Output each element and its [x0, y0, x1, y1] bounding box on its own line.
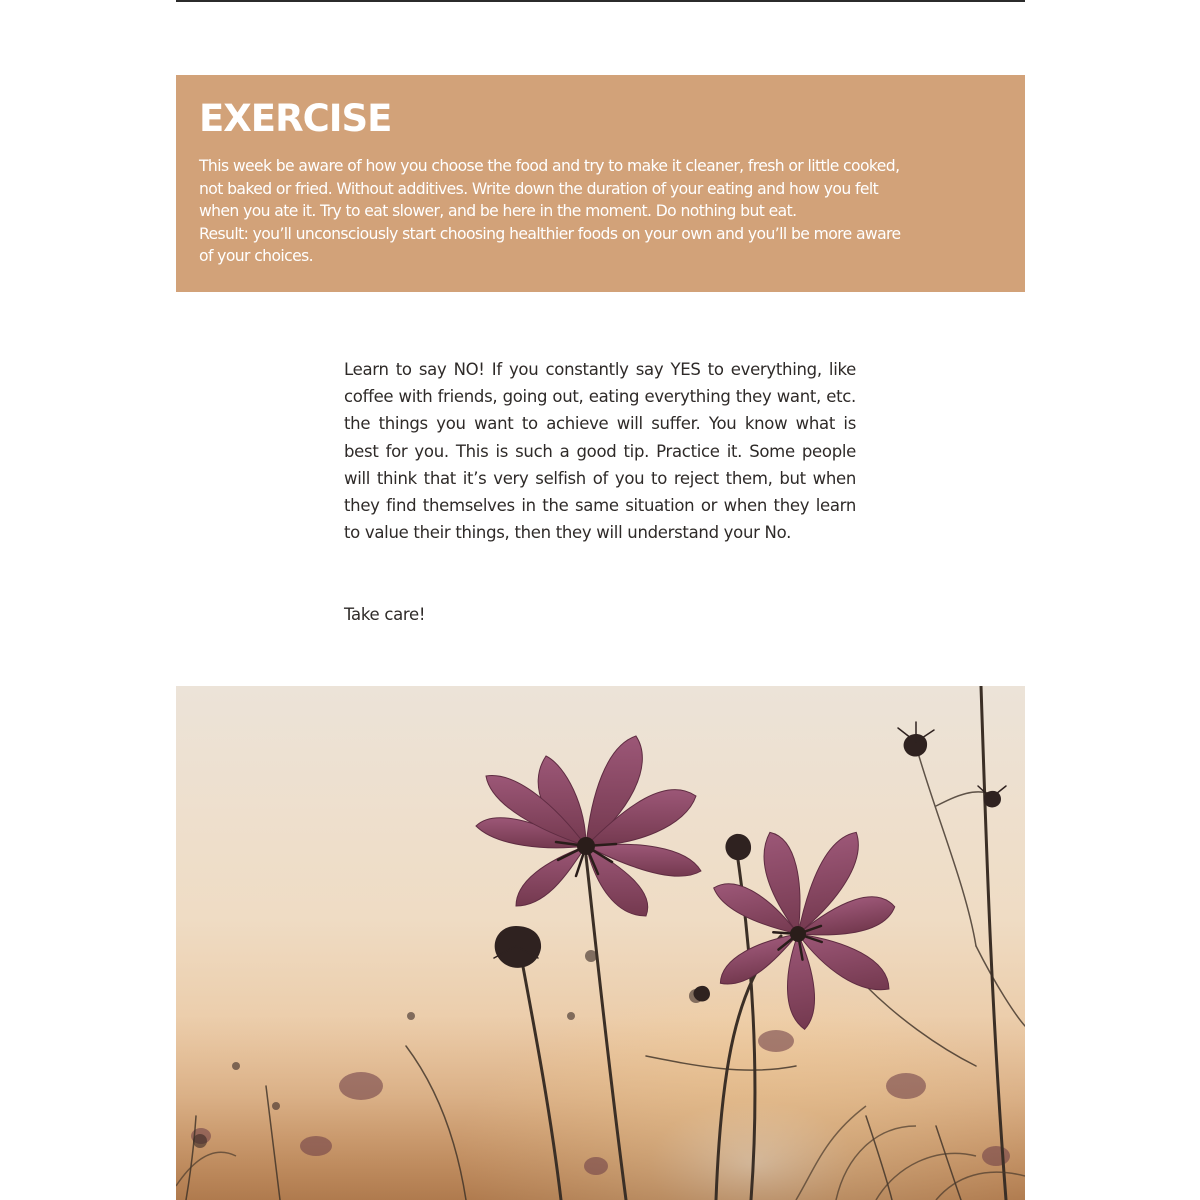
exercise-heading: EXERCISE: [199, 97, 392, 140]
flower-photo-illustration: [176, 686, 1025, 1200]
article-paragraph: Learn to say NO! If you constantly say YES to everything, like coffee with friends, going out, eating everything they want, etc. the things you want to achieve will suffer. You know what is best for you. This is such a good tip. Practice it. Some people will think that it’s very selfish of you to reject them, but when they find themselves in the same situation or when they learn to value their things, then they will understand your No.: [344, 360, 856, 543]
sign-off-text: Take care!: [344, 605, 426, 624]
top-divider: [176, 0, 1025, 2]
flower-photo: [176, 686, 1025, 1200]
exercise-text: This week be aware of how you choose the food and try to make it cleaner, fresh or little cooked, not baked or fried. Without additives. Write down the duration of your eating and how you felt when you ate it. Try to eat slower, and be here in the moment. Do nothing but eat. Result: you’ll unconsciously start choosing healthier foods on your own and you’ll be more aware of your choices.: [199, 157, 901, 266]
exercise-callout: [176, 75, 1025, 292]
